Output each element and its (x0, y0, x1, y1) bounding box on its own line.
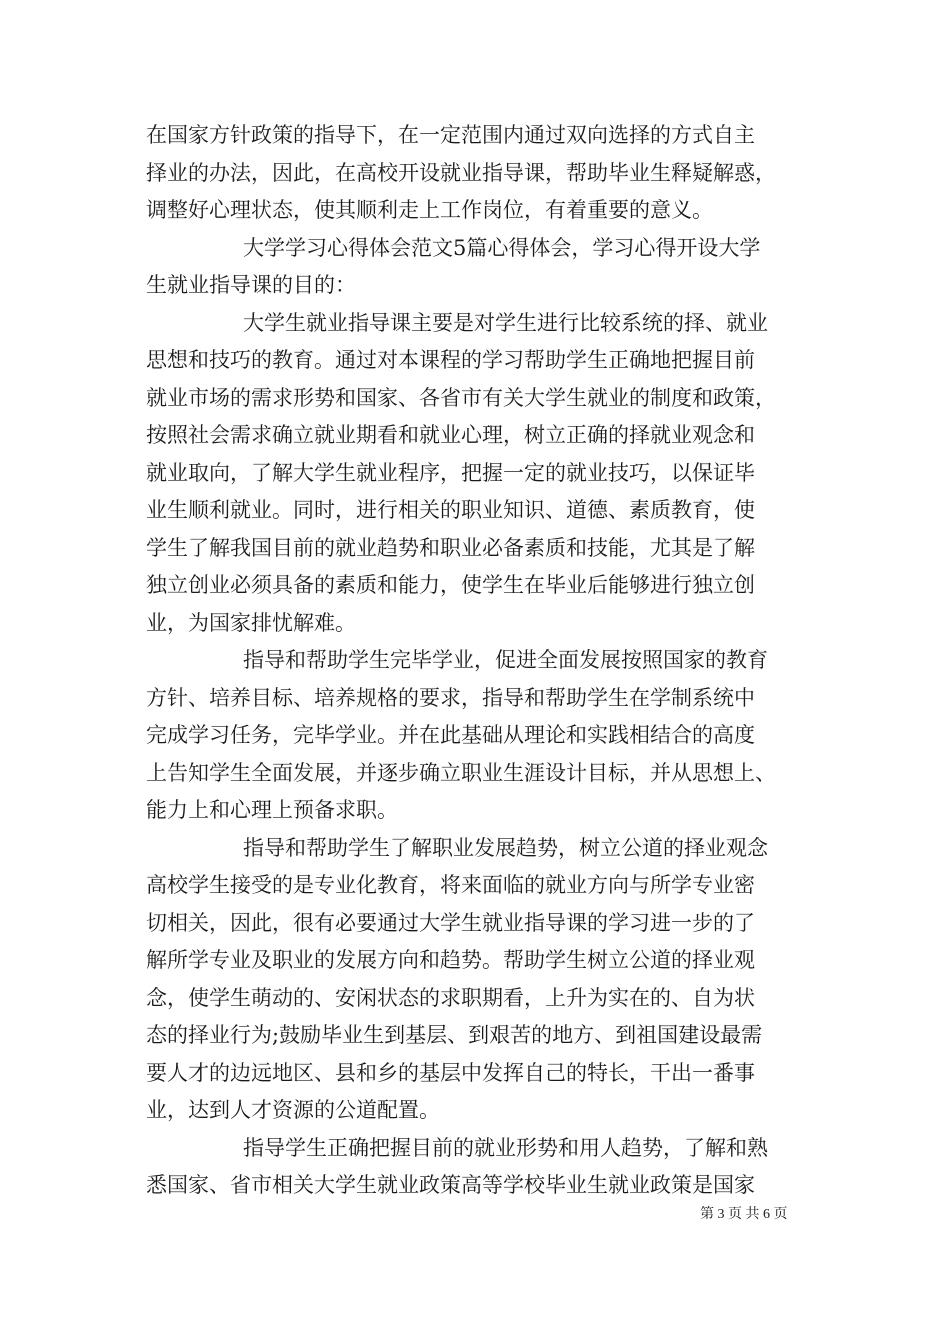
document-body (146, 117, 818, 1205)
text-line: 就业市场的需求形势和国家、各省市有关大学生就业的制度和政策， (146, 385, 776, 410)
text-line: 解所学专业及职业的发展方向和趋势。帮助学生树立公道的择业观 (146, 948, 755, 972)
paragraph (146, 305, 818, 643)
text-line: 思想和技巧的教育。通过对本课程的学习帮助学生正确地把握目前 (146, 348, 755, 372)
text-line: 生就业指导课的目的： (146, 273, 356, 297)
text-line: 上告知学生全面发展，并逐步确立职业生涯设计目标，并从思想上、 (146, 760, 776, 785)
text-line: 切相关，因此，很有必要通过大学生就业指导课的学习进一步的了 (146, 910, 755, 935)
text-line: 大学生就业指导课主要是对学生进行比较系统的择、就业 (243, 310, 768, 335)
text-line: 大学学习心得体会范文5篇心得体会，学习心得开设大学 (243, 235, 761, 260)
paragraph (146, 830, 818, 1130)
page-number: 第 3 页 共 6 页 (700, 1207, 788, 1222)
paragraph (146, 642, 818, 830)
paragraph (146, 1130, 818, 1205)
text-line: 业，为国家排忧解难。 (146, 610, 356, 635)
text-line: 业生顺利就业。同时，进行相关的职业知识、道德、素质教育，使 (146, 498, 755, 522)
text-line: 方针、培养目标、培养规格的要求，指导和帮助学生在学制系统中 (146, 685, 755, 710)
text-line: 择业的办法，因此，在高校开设就业指导课，帮助毕业生释疑解惑， (146, 160, 776, 185)
text-line: 指导学生正确把握目前的就业形势和用人趋势，了解和熟 (243, 1135, 768, 1160)
text-line: 悉国家、省市相关大学生就业政策高等学校毕业生就业政策是国家 (146, 1173, 755, 1197)
text-line: 就业取向，了解大学生就业程序，把握一定的就业技巧，以保证毕 (146, 460, 755, 485)
text-line: 调整好心理状态，使其顺利走上工作岗位，有着重要的意义。 (146, 198, 713, 222)
text-line: 业，达到人才资源的公道配置。 (146, 1098, 440, 1122)
text-line: 念，使学生萌动的、安闲状态的求职期看，上升为实在的、自为状 (146, 985, 755, 1010)
text-line: 指导和帮助学生完毕学业，促进全面发展按照国家的教育 (243, 648, 768, 672)
text-line: 态的择业行为;鼓励毕业生到基层、到艰苦的地方、到祖国建设最需 (146, 1023, 763, 1047)
text-line: 完成学习任务，完毕学业。并在此基础从理论和实践相结合的高度 (146, 723, 755, 747)
text-line: 在国家方针政策的指导下，在一定范围内通过双向选择的方式自主 (146, 123, 755, 147)
text-line: 能力上和心理上预备求职。 (146, 798, 398, 822)
text-line: 学生了解我国目前的就业趋势和职业必备素质和技能，尤其是了解 (146, 535, 755, 560)
text-line: 高校学生接受的是专业化教育，将来面临的就业方向与所学专业密 (146, 873, 755, 897)
text-line: 独立创业必须具备的素质和能力，使学生在毕业后能够进行独立创 (146, 573, 755, 597)
paragraph (146, 230, 818, 305)
text-line: 按照社会需求确立就业期看和就业心理，树立正确的择就业观念和 (146, 423, 755, 447)
text-line: 指导和帮助学生了解职业发展趋势，树立公道的择业观念 (243, 835, 768, 860)
paragraph (146, 117, 818, 230)
text-line: 要人才的边远地区、县和乡的基层中发挥自己的特长，干出一番事 (146, 1060, 755, 1085)
